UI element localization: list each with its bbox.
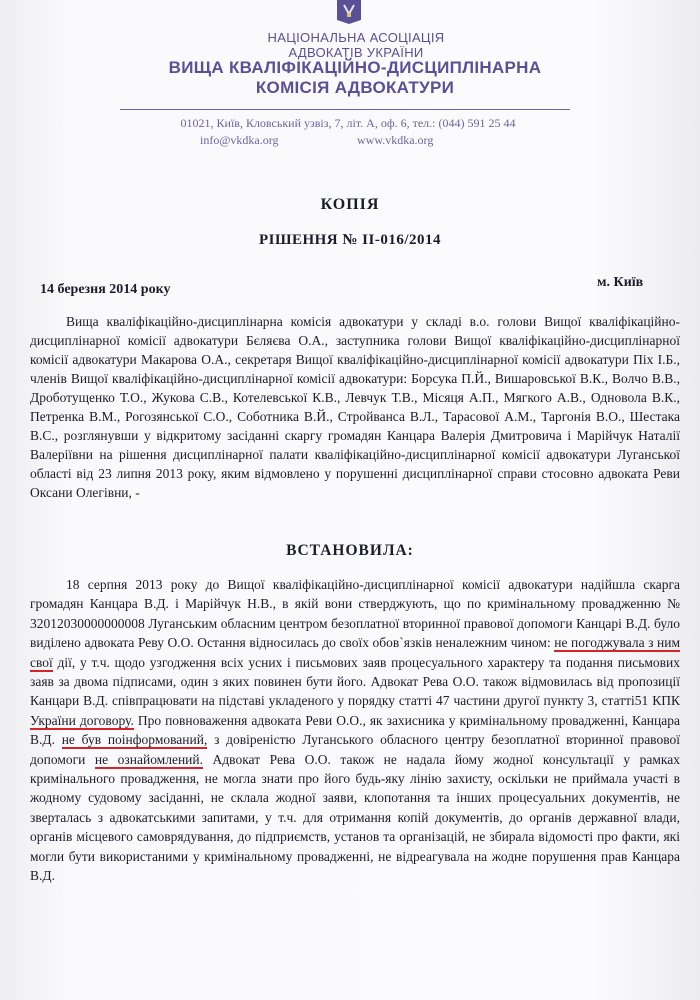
decision-title: РІШЕННЯ № ІІ-016/2014 (258, 232, 442, 248)
commission-name-line2: КОМІСІЯ АДВОКАТУРИ (255, 78, 455, 97)
header-divider (120, 109, 570, 110)
website-address: www.vkdka.org (357, 133, 434, 147)
association-name-line1: НАЦІОНАЛЬНА АСОЦІАЦІЯ (267, 30, 445, 45)
highlight-not-agreed: не погоджувала з ним свої (30, 635, 680, 670)
intro-text: Вища кваліфікаційно-дисциплінарна комісія адвокатури у складі в.о. голови Вищої кваліфікаційно-дисциплінарної комісії адвокатури Бєляєва О.А., заступника голови Вищої кваліфікаційно-дисциплінарної комісії адвокатури Макарова О.А., секретаря Вищої кваліфікаційно-дисциплінарної комісії адвокатури Піх І.Б., членів Вищої кваліфікаційно-дисциплінарної комісії адвокатури: Борсука П.Й., Вишаровської В.К., Волчо В.В., Дроботущенко Т.О., Жукова С.В., Котелевської К.В., Левчук Т.В., Місяця А.П., Мягкого А.В., Одновола В.К., Петренка В.М., Рогозянської С.О., Соботника В.Й., Стройванса В.Л., Тарасової А.М., Таргонія В.О., Шестака В.С., розглянувши у відкритому засіданні скаргу громадян Канцара Валерія Дмитровича і Марійчук Наталії Валеріївни на рішення дисциплінарної палати кваліфікаційно-дисциплінарної комісії адвокатури Луганської області від 23 липня 2013 року, яким відмовлено у порушенні дисциплінарної справи стосовно адвоката Реви Оксани Олегівни, - (30, 314, 680, 500)
association-logo-icon (335, 0, 363, 24)
highlight-not-informed: не був поінформований, (61, 732, 208, 748)
association-name-line2: АДВОКАТІВ УКРАЇНИ (288, 45, 424, 60)
established-heading: ВСТАНОВИЛА: (286, 542, 414, 559)
email-address: info@vkdka.org (200, 133, 279, 147)
body-paragraph (30, 575, 680, 886)
copy-label: КОПІЯ (320, 196, 380, 213)
body-text-part3: Про повноваження адвоката Реви О.О., як захисника у кримінальному провадженні, Канцара В.Д. (30, 712, 680, 748)
body-text-part4: з довіреністю Луганського обласного центру безоплатної вторинної правової допомоги (30, 732, 681, 767)
body-text-part2: дії, у т.ч. щодо узгодження всіх усних і письмових заяв процесуального характеру та подання письмових заяв за двома підписами, один з яких повинен бути його. Адвокат Рева О.О. також відмовилась від пропозиції Канцари В.Д. співпрацювати на підставі укладеного у порядку статті 47 частини другої пункту 3, статті51 КПК (30, 654, 680, 709)
body-text-part5: Адвокат Рева О.О. також не надала йому жодної консультації у рамках кримінального провадження, не могла знати про його будь-яку лінію захисту, оскільки не приймала участі в жодному судовому засіданні, не склала жодної заяви, клопотання та інших процесуальних документів, не зверталась з адвокатськими запитами, у т.ч. для отримання копій документів, до органів державної влади, органів місцевого самоврядування, до підприємств, установ та організацій, не збирала відомості про факти, які могли бути використаними у кримінальному провадженні, не відреагувала на жодне порушення прав Канцара В.Д. (30, 751, 680, 884)
highlight-ukraine-agreement: України договору. (30, 712, 134, 728)
commission-name-line1: ВИЩА КВАЛІФІКАЦІЙНО-ДИСЦИПЛІНАРНА (168, 58, 542, 77)
highlight-not-acquainted: не ознайомлений. (94, 751, 204, 767)
decision-city: м. Київ (597, 275, 644, 290)
address-line: 01021, Київ, Кловський узвіз, 7, літ. А, оф. 6, тел.: (044) 591 25 44 (180, 116, 516, 130)
body-text-part1: 18 серпня 2013 року до Вищої кваліфікаційно-дисциплінарної комісії адвокатури надійшла скарга громадян Канцара В.Д. і Марійчук Н.В., в якій вони стверджують, що по кримінальному провадженню № 32012030000000008 Луганським обласним центром безоплатної вторинної правової допомоги Канцарі В.Д. було виділено адвоката Реву О.О. Остання відносилась до своїх обов`язків неналежним чином: (30, 577, 680, 651)
decision-date: 14 березня 2014 року (40, 282, 171, 297)
intro-paragraph (30, 312, 680, 502)
